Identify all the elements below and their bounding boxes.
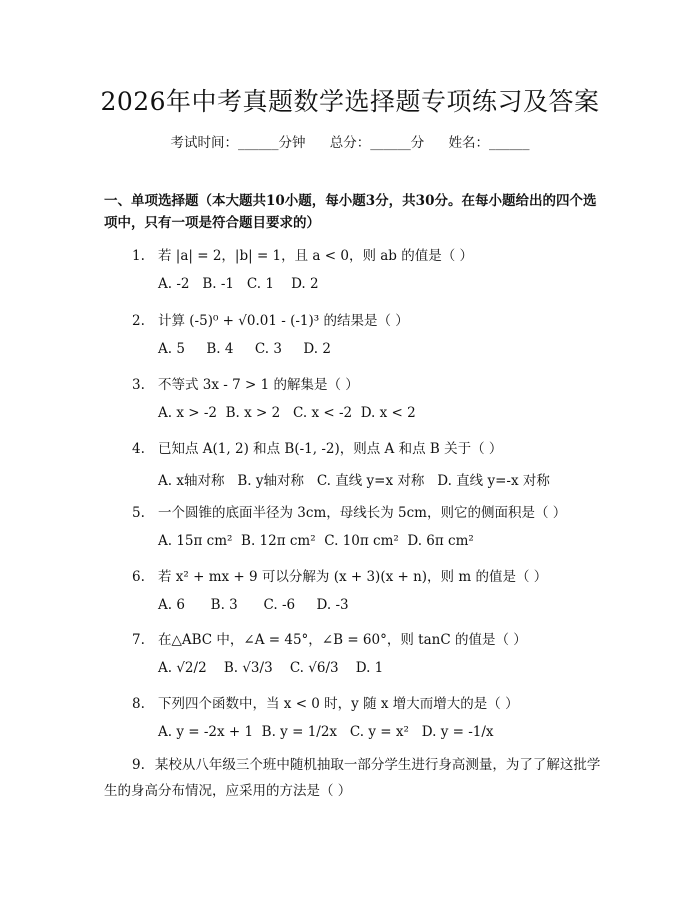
total-score-field: 总分：______分 xyxy=(329,135,425,151)
question-2 xyxy=(132,309,409,329)
question-text: 不等式 3x - 7 > 1 的解集是（ ） xyxy=(158,377,359,393)
exam-time-field: 考试时间：______分钟 xyxy=(170,135,306,151)
question-6 xyxy=(132,565,547,585)
question-4-options: A. x轴对称 B. y轴对称 C. 直线 y=x 对称 D. 直线 y=-x 对称 xyxy=(158,473,550,489)
question-9 xyxy=(104,752,604,804)
question-number: 6. xyxy=(132,569,145,585)
question-8 xyxy=(132,692,519,712)
question-text: 已知点 A(1, 2) 和点 B(-1, -2)，则点 A 和点 B 关于（ ） xyxy=(158,441,503,457)
question-number: 5. xyxy=(132,505,145,521)
question-text: 下列四个函数中，当 x < 0 时，y 随 x 增大而增大的是（ ） xyxy=(158,696,519,712)
question-5-options: A. 15π cm² B. 12π cm² C. 10π cm² D. 6π cm² xyxy=(158,533,474,549)
question-text: 在△ABC 中，∠A = 45°，∠B = 60°，则 tanC 的值是（ ） xyxy=(158,632,527,648)
question-7 xyxy=(132,628,527,648)
question-text: 一个圆锥的底面半径为 3cm，母线长为 5cm，则它的侧面积是（ ） xyxy=(158,505,567,521)
question-number: 2. xyxy=(132,313,145,329)
question-2-options: A. 5 B. 4 C. 3 D. 2 xyxy=(158,341,331,357)
question-6-options: A. 6 B. 3 C. -6 D. -3 xyxy=(158,597,349,613)
question-number: 4. xyxy=(132,441,145,457)
student-name-field: 姓名：______ xyxy=(448,135,530,151)
question-8-options: A. y = -2x + 1 B. y = 1/2x C. y = x² D. y = -1/x xyxy=(158,724,494,740)
question-3 xyxy=(132,373,359,393)
exam-info-line xyxy=(0,131,700,151)
section-heading: 一、单项选择题（本大题共10小题，每小题3分，共30分。在每小题给出的四个选项中，只有一项是符合题目要求的） xyxy=(104,193,597,231)
question-number: 9. xyxy=(132,757,145,773)
question-7-options: A. √2/2 B. √3/3 C. √6/3 D. 1 xyxy=(158,660,384,676)
question-text: 若 |a| = 2，|b| = 1，且 a < 0，则 ab 的值是（ ） xyxy=(158,248,474,264)
question-text: 某校从八年级三个班中随机抽取一部分学生进行身高测量，为了了解这批学生的身高分布情况，应采用的方法是（ ） xyxy=(104,757,601,799)
question-3-options: A. x > -2 B. x > 2 C. x < -2 D. x < 2 xyxy=(158,405,416,421)
question-1-options: A. -2 B. -1 C. 1 D. 2 xyxy=(158,276,319,292)
question-1 xyxy=(132,244,473,264)
question-text: 若 x² + mx + 9 可以分解为 (x + 3)(x + n)，则 m 的值是（ ） xyxy=(158,569,548,585)
question-number: 8. xyxy=(132,696,145,712)
question-5 xyxy=(132,501,566,521)
question-text: 计算 (-5)⁰ + √0.01 - (-1)³ 的结果是（ ） xyxy=(158,313,409,329)
question-4 xyxy=(132,437,502,457)
question-number: 1. xyxy=(132,248,145,264)
question-number: 7. xyxy=(132,632,145,648)
question-number: 3. xyxy=(132,377,145,393)
page-title: 2026年中考真题数学选择题专项练习及答案 xyxy=(100,87,600,116)
